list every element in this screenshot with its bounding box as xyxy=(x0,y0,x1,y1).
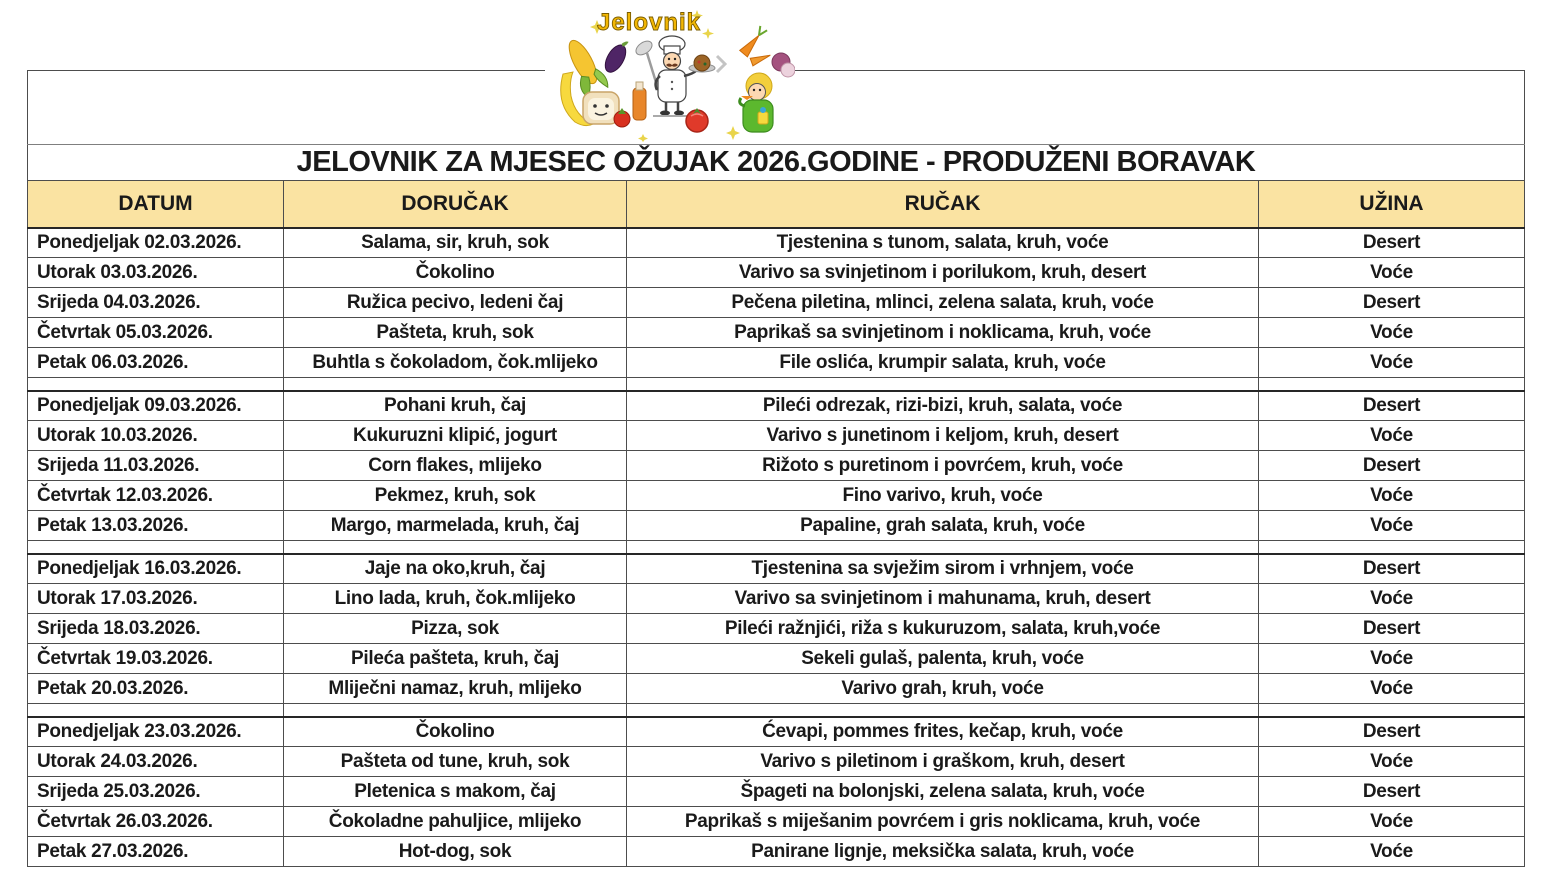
menu-row xyxy=(28,391,1525,421)
menu-row xyxy=(28,554,1525,584)
page-title: JELOVNIK ZA MJESEC OŽUJAK 2026.GODINE - PRODUŽENI BORAVAK xyxy=(28,145,1525,181)
lunch-cell: Panirane lignje, meksička salata, kruh, voće xyxy=(627,837,1259,867)
date-cell: Petak 20.03.2026. xyxy=(28,674,284,704)
menu-row xyxy=(28,481,1525,511)
separator-cell xyxy=(284,704,627,717)
breakfast-cell: Ružica pecivo, ledeni čaj xyxy=(284,288,627,318)
lunch-cell: Varivo s piletinom i graškom, kruh, desert xyxy=(627,747,1259,777)
separator-cell xyxy=(627,378,1259,391)
menu-row xyxy=(28,777,1525,807)
breakfast-cell: Pohani kruh, čaj xyxy=(284,391,627,421)
snack-cell: Desert xyxy=(1259,554,1525,584)
menu-row xyxy=(28,258,1525,288)
snack-cell: Desert xyxy=(1259,717,1525,747)
breakfast-cell: Hot-dog, sok xyxy=(284,837,627,867)
separator-cell xyxy=(627,704,1259,717)
menu-row xyxy=(28,807,1525,837)
column-header-dorucak: DORUČAK xyxy=(284,181,627,228)
snack-cell: Voće xyxy=(1259,807,1525,837)
menu-row xyxy=(28,451,1525,481)
snack-cell: Voće xyxy=(1259,674,1525,704)
snack-cell: Voće xyxy=(1259,421,1525,451)
snack-cell: Voće xyxy=(1259,511,1525,541)
logo-text: Jelovnik xyxy=(596,9,702,36)
snack-cell: Voće xyxy=(1259,644,1525,674)
lunch-cell: Papaline, grah salata, kruh, voće xyxy=(627,511,1259,541)
snack-cell: Voće xyxy=(1259,837,1525,867)
week-separator-row xyxy=(28,378,1525,391)
menu-table xyxy=(27,70,1525,867)
breakfast-cell: Pekmez, kruh, sok xyxy=(284,481,627,511)
separator-cell xyxy=(1259,541,1525,554)
lunch-cell: Varivo sa svinjetinom i mahunama, kruh, desert xyxy=(627,584,1259,614)
menu-row xyxy=(28,614,1525,644)
separator-cell xyxy=(28,704,284,717)
breakfast-cell: Čokoladne pahuljice, mlijeko xyxy=(284,807,627,837)
week-separator-row xyxy=(28,541,1525,554)
menu-row xyxy=(28,674,1525,704)
column-header-datum: DATUM xyxy=(28,181,284,228)
lunch-cell: Pileći ražnjići, riža s kukuruzom, salata, kruh,voće xyxy=(627,614,1259,644)
date-cell: Ponedjeljak 23.03.2026. xyxy=(28,717,284,747)
lunch-cell: Sekeli gulaš, palenta, kruh, voće xyxy=(627,644,1259,674)
breakfast-cell: Margo, marmelada, kruh, čaj xyxy=(284,511,627,541)
column-header-uzina: UŽINA xyxy=(1259,181,1525,228)
snack-cell: Voće xyxy=(1259,258,1525,288)
breakfast-cell: Corn flakes, mlijeko xyxy=(284,451,627,481)
column-header-rucak: RUČAK xyxy=(627,181,1259,228)
separator-cell xyxy=(284,378,627,391)
lunch-cell: Paprikaš s miješanim povrćem i gris noklicama, kruh, voće xyxy=(627,807,1259,837)
menu-row xyxy=(28,511,1525,541)
lunch-cell: Pileći odrezak, rizi-bizi, kruh, salata, voće xyxy=(627,391,1259,421)
breakfast-cell: Salama, sir, kruh, sok xyxy=(284,228,627,258)
separator-cell xyxy=(284,541,627,554)
breakfast-cell: Jaje na oko,kruh, čaj xyxy=(284,554,627,584)
title-row xyxy=(28,145,1525,181)
snack-cell: Desert xyxy=(1259,288,1525,318)
snack-cell: Voće xyxy=(1259,348,1525,378)
snack-cell: Desert xyxy=(1259,391,1525,421)
lunch-cell: Pečena piletina, mlinci, zelena salata, kruh, voće xyxy=(627,288,1259,318)
separator-cell xyxy=(1259,378,1525,391)
date-cell: Ponedjeljak 02.03.2026. xyxy=(28,228,284,258)
date-cell: Četvrtak 19.03.2026. xyxy=(28,644,284,674)
date-cell: Utorak 10.03.2026. xyxy=(28,421,284,451)
breakfast-cell: Buhtla s čokoladom, čok.mlijeko xyxy=(284,348,627,378)
snack-cell: Voće xyxy=(1259,481,1525,511)
menu-table-body xyxy=(28,228,1525,867)
date-cell: Utorak 24.03.2026. xyxy=(28,747,284,777)
menu-row xyxy=(28,228,1525,258)
breakfast-cell: Kukuruzni klipić, jogurt xyxy=(284,421,627,451)
lunch-cell: Tjestenina s tunom, salata, kruh, voće xyxy=(627,228,1259,258)
lunch-cell: Varivo grah, kruh, voće xyxy=(627,674,1259,704)
separator-cell xyxy=(28,378,284,391)
jelovnik-logo-illustration xyxy=(545,4,795,142)
breakfast-cell: Pileća pašteta, kruh, čaj xyxy=(284,644,627,674)
breakfast-cell: Pletenica s makom, čaj xyxy=(284,777,627,807)
date-cell: Srijeda 11.03.2026. xyxy=(28,451,284,481)
breakfast-cell: Mliječni namaz, kruh, mlijeko xyxy=(284,674,627,704)
menu-row xyxy=(28,747,1525,777)
date-cell: Srijeda 04.03.2026. xyxy=(28,288,284,318)
date-cell: Utorak 17.03.2026. xyxy=(28,584,284,614)
snack-cell: Voće xyxy=(1259,318,1525,348)
lunch-cell: Tjestenina sa svježim sirom i vrhnjem, voće xyxy=(627,554,1259,584)
lunch-cell: Varivo sa svinjetinom i porilukom, kruh, desert xyxy=(627,258,1259,288)
menu-row xyxy=(28,644,1525,674)
snack-cell: Desert xyxy=(1259,228,1525,258)
menu-row xyxy=(28,288,1525,318)
date-cell: Četvrtak 05.03.2026. xyxy=(28,318,284,348)
snack-cell: Voće xyxy=(1259,584,1525,614)
date-cell: Petak 06.03.2026. xyxy=(28,348,284,378)
date-cell: Utorak 03.03.2026. xyxy=(28,258,284,288)
breakfast-cell: Pašteta, kruh, sok xyxy=(284,318,627,348)
date-cell: Srijeda 25.03.2026. xyxy=(28,777,284,807)
lunch-cell: Paprikaš sa svinjetinom i noklicama, kruh, voće xyxy=(627,318,1259,348)
lunch-cell: Rižoto s puretinom i povrćem, kruh, voće xyxy=(627,451,1259,481)
menu-row xyxy=(28,717,1525,747)
breakfast-cell: Lino lada, kruh, čok.mlijeko xyxy=(284,584,627,614)
lunch-cell: Ćevapi, pommes frites, kečap, kruh, voće xyxy=(627,717,1259,747)
lunch-cell: Fino varivo, kruh, voće xyxy=(627,481,1259,511)
snack-cell: Desert xyxy=(1259,614,1525,644)
jelovnik-logo xyxy=(545,4,795,142)
menu-row xyxy=(28,584,1525,614)
lunch-cell: Špageti na bolonjski, zelena salata, kruh, voće xyxy=(627,777,1259,807)
lunch-cell: File oslića, krumpir salata, kruh, voće xyxy=(627,348,1259,378)
snack-cell: Voće xyxy=(1259,747,1525,777)
date-cell: Srijeda 18.03.2026. xyxy=(28,614,284,644)
date-cell: Ponedjeljak 09.03.2026. xyxy=(28,391,284,421)
snack-cell: Desert xyxy=(1259,451,1525,481)
week-separator-row xyxy=(28,704,1525,717)
date-cell: Četvrtak 12.03.2026. xyxy=(28,481,284,511)
breakfast-cell: Pašteta od tune, kruh, sok xyxy=(284,747,627,777)
menu-row xyxy=(28,837,1525,867)
breakfast-cell: Čokolino xyxy=(284,258,627,288)
menu-row xyxy=(28,318,1525,348)
lunch-cell: Varivo s junetinom i keljom, kruh, desert xyxy=(627,421,1259,451)
date-cell: Četvrtak 26.03.2026. xyxy=(28,807,284,837)
date-cell: Petak 27.03.2026. xyxy=(28,837,284,867)
menu-header-row xyxy=(28,181,1525,228)
date-cell: Petak 13.03.2026. xyxy=(28,511,284,541)
breakfast-cell: Čokolino xyxy=(284,717,627,747)
separator-cell xyxy=(627,541,1259,554)
menu-row xyxy=(28,348,1525,378)
breakfast-cell: Pizza, sok xyxy=(284,614,627,644)
snack-cell: Desert xyxy=(1259,777,1525,807)
separator-cell xyxy=(28,541,284,554)
menu-row xyxy=(28,421,1525,451)
separator-cell xyxy=(1259,704,1525,717)
date-cell: Ponedjeljak 16.03.2026. xyxy=(28,554,284,584)
